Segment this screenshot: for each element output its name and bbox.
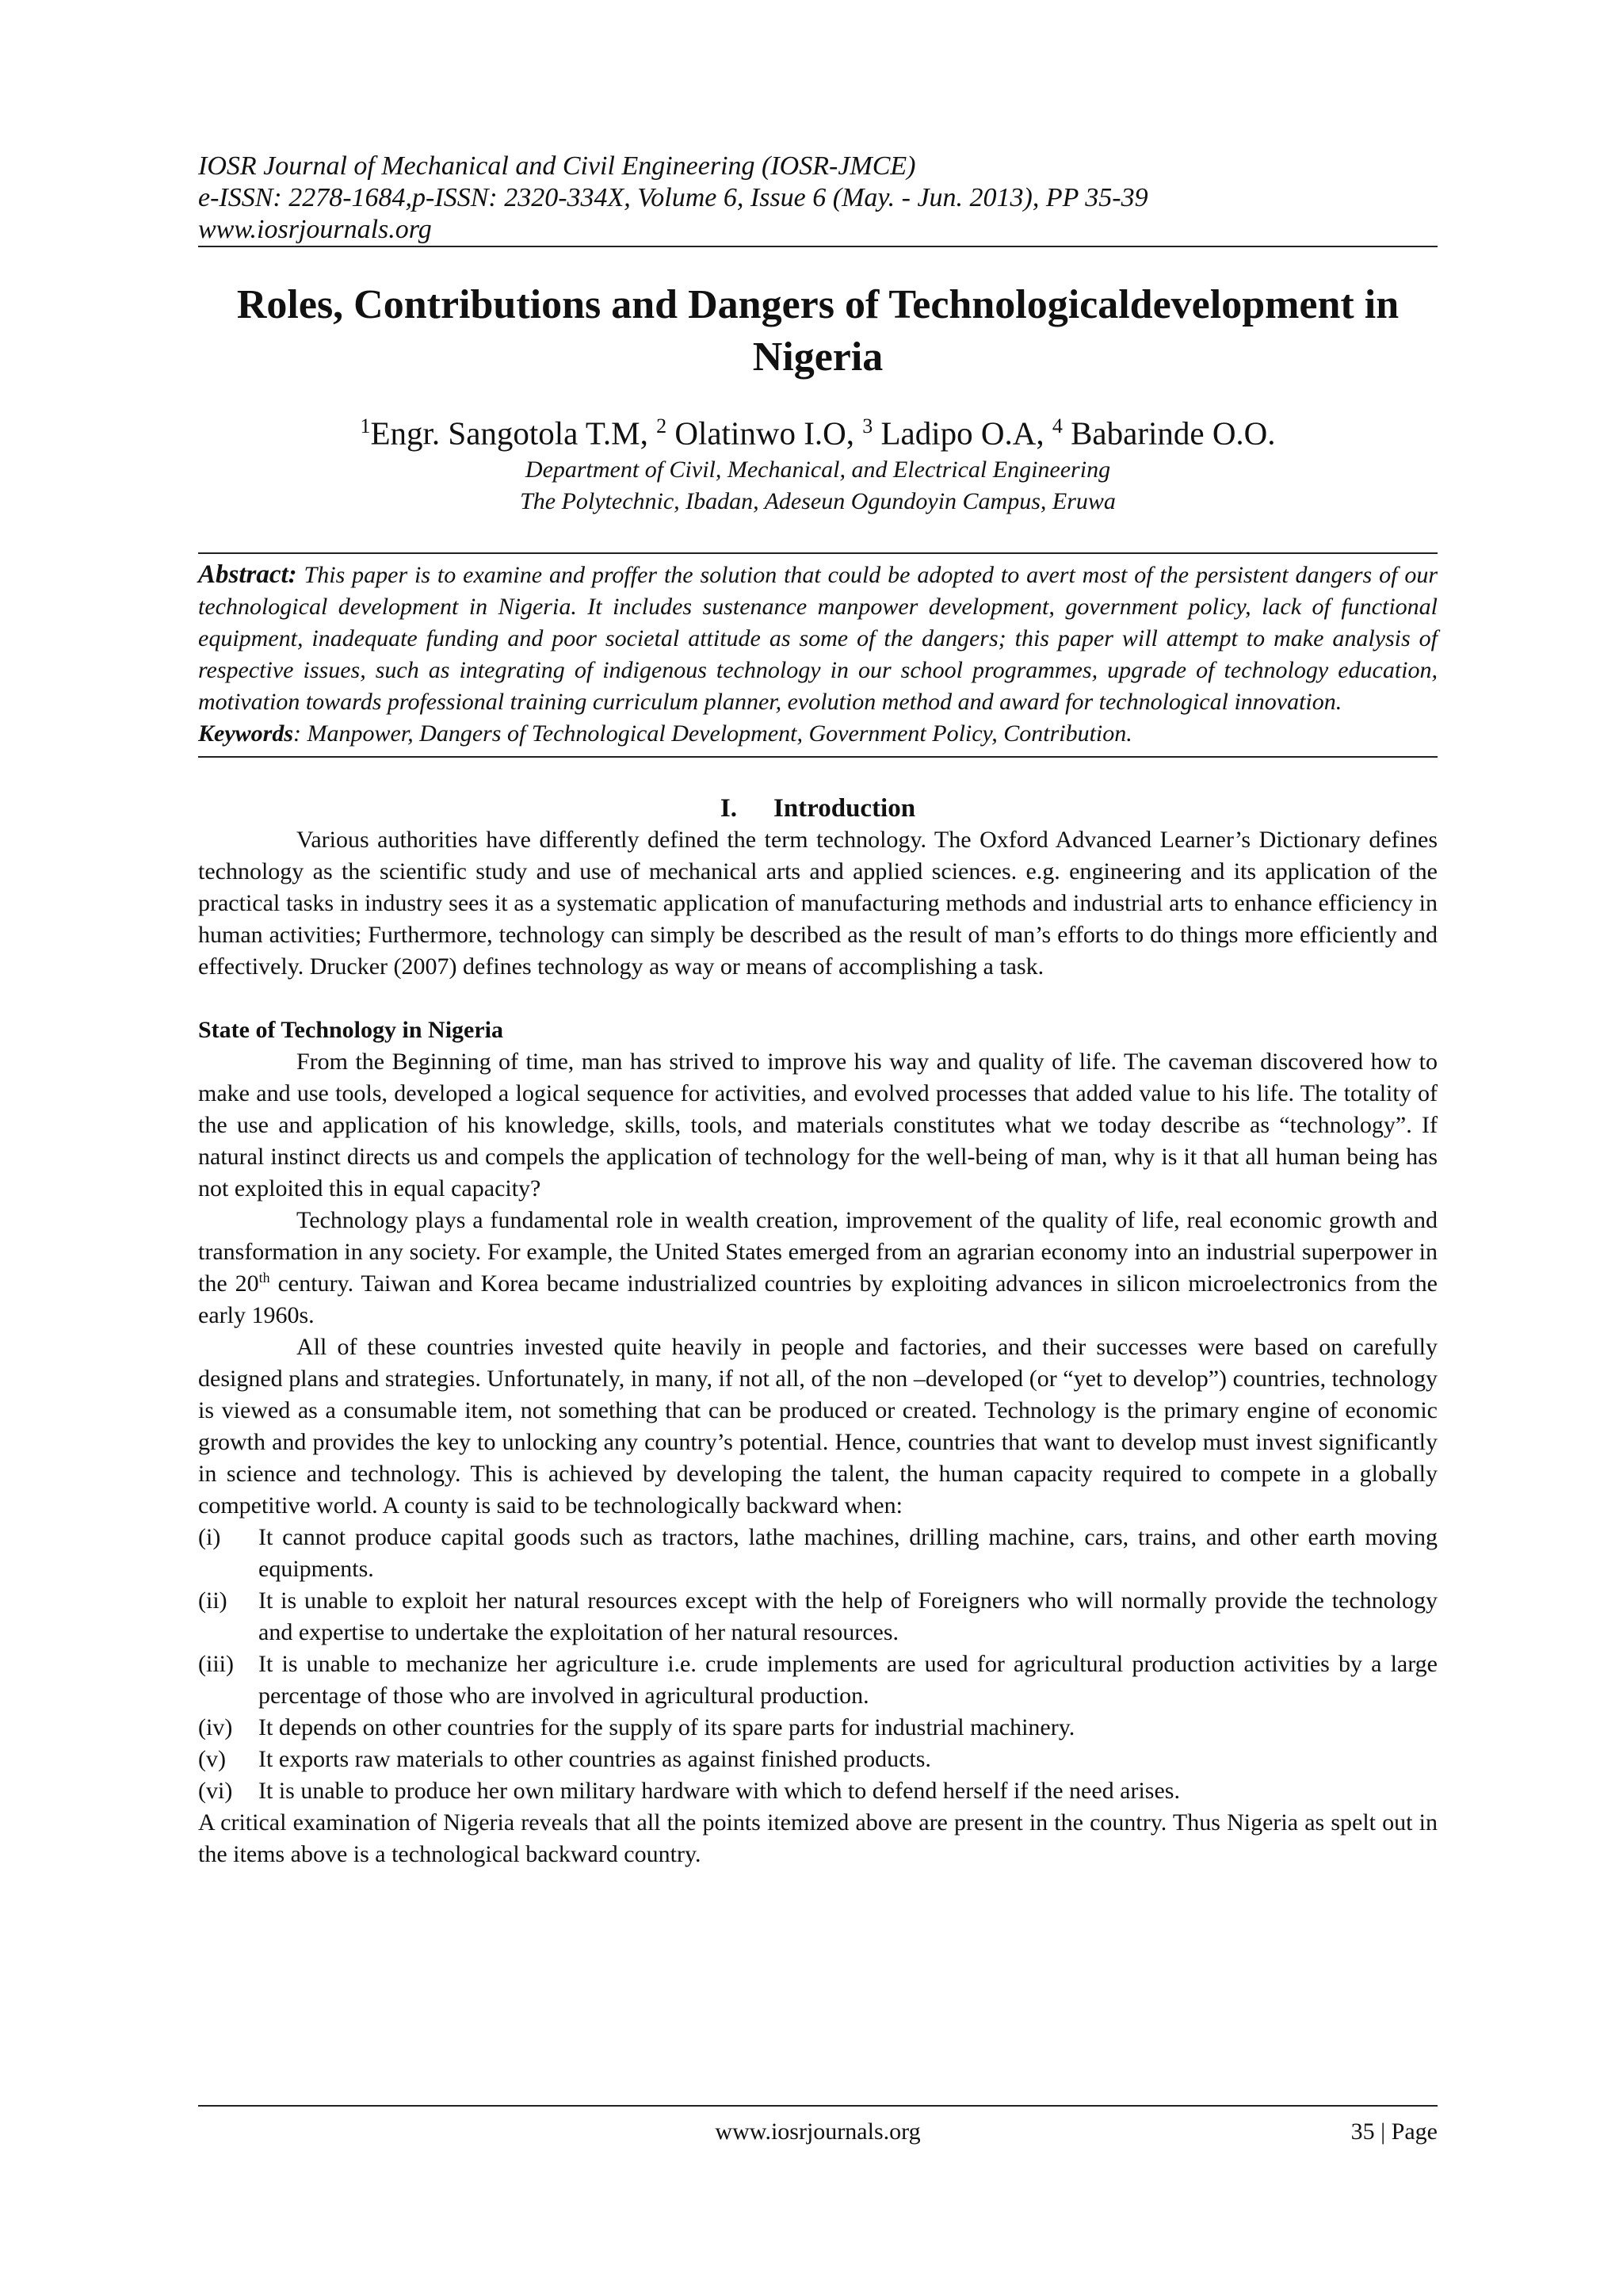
list-text: It is unable to exploit her natural resources except with the help of Foreigners who will normally provide the technology and expertise to undertake the exploitation of her natural resources. [258,1587,1438,1645]
list-item [198,1775,1438,1807]
author-name: Ladipo O.A, [873,415,1052,452]
journal-name: IOSR Journal of Mechanical and Civil Engineering (IOSR-JMCE) [198,151,916,181]
page-content [198,151,1438,1870]
list-number: (vi) [198,1777,233,1804]
journal-website: www.iosrjournals.org [198,215,432,244]
section-number: I. [720,793,737,823]
author-list [198,406,1438,454]
footer-website[interactable]: www.iosrjournals.org [715,2118,921,2145]
section-heading [198,793,1438,824]
footer-rule [198,2105,1438,2107]
list-text: It exports raw materials to other countries as against finished products. [258,1745,931,1772]
keywords-text: : Manpower, Dangers of Technological Development, Government Policy, Contribution. [293,720,1132,747]
author-number: 2 [656,415,667,437]
list-number: (i) [198,1523,221,1550]
list-number: (iii) [198,1650,234,1677]
page-number: 35 | Page [1350,2118,1438,2145]
abstract [198,559,1438,718]
paragraph: All of these countries invested quite heavily in people and factories, and their successes were based on carefully designed plans and strategies. Unfortunately, in many, if not all, of the non –developed (or “yet to develop”) countries, technology is viewed as a consumable item, not something that can be produced or created. Technology is the primary engine of economic growth and provides the key to unlocking any country’s potential. Hence, countries that want to develop must invest significantly in science and technology. This is achieved by developing the talent, the human capacity required to compete in a globally competitive world. A county is said to be technologically backward when: [198,1333,1438,1519]
superscript: th [258,1269,270,1286]
author-number: 4 [1052,415,1063,437]
list-item [198,1648,1438,1712]
abstract-text: This paper is to examine and proffer the solution that could be adopted to avert most of the persistent dangers of our technological development in Nigeria. It includes sustenance manpower development, government policy, lack of functional equipment, inadequate funding and poor societal attitude as some of the dangers; this paper will attempt to make analysis of respective issues, such as integrating of indigenous technology in our school programmes, upgrade of technology education, motivation towards professional training curriculum planner, evolution method and award for technological innovation. [198,561,1438,715]
paragraph [198,1205,1438,1331]
paper-title: Roles, Contributions and Dangers of Technologicaldevelopment in Nigeria [236,282,1400,380]
list-item [198,1744,1438,1775]
list-text: It is unable to mechanize her agriculture i.e. crude implements are used for agricultural production activities by a large percentage of those who are involved in agricultural production. [258,1650,1438,1709]
closing-paragraph: A critical examination of Nigeria reveals that all the points itemized above are present in the country. Thus Nigeria as spelt out in the items above is a technological backward country. [198,1809,1438,1867]
header-rule [198,246,1438,247]
paragraph: From the Beginning of time, man has strived to improve his way and quality of life. The caveman discovered how to make and use tools, developed a logical sequence for activities, and evolved processes that added value to his life. The totality of the use and application of his knowledge, skills, tools, and materials constitutes what we today describe as “technology”. If natural instinct directs us and compels the application of technology for the well-being of man, why is it that all human being has not exploited this in equal capacity? [198,1048,1438,1201]
abstract-label: Abstract: [198,560,297,589]
author-number: 3 [862,415,873,437]
author-number: 1 [360,415,371,437]
list-number: (v) [198,1745,226,1772]
abstract-bottom-rule [198,756,1438,758]
list-item [198,1585,1438,1648]
keywords-label: Keywords [198,720,293,747]
intro-paragraph: Various authorities have differently defined the term technology. The Oxford Advanced Learner’s Dictionary defines technology as the scientific study and use of mechanical arts and applied sciences. e.g. engineering and its application of the practical tasks in industry sees it as a systematic application of manufacturing methods and industrial arts to enhance efficiency in human activities; Furthermore, technology can simply be described as the result of man’s efforts to do things more efficiently and effectively. Drucker (2007) defines technology as way or means of accomplishing a task. [198,826,1438,980]
list-number: (ii) [198,1587,227,1614]
paragraph-text: century. Taiwan and Korea became industrialized countries by exploiting advances in silicon microelectronics from the early 1960s. [198,1270,1438,1328]
list-number: (iv) [198,1713,233,1740]
author-name: Olatinwo I.O, [666,415,863,452]
affiliation-department: Department of Civil, Mechanical, and Electrical Engineering [525,456,1111,483]
criteria-list [198,1522,1438,1807]
paragraph-text: Technology plays a fundamental role in wealth creation, improvement of the quality of life, real economic growth and transformation in any society. For example, the United States emerged from an agrarian economy into an industrial superpower in the 20 [198,1206,1438,1297]
page-footer [198,2105,1438,2149]
abstract-block [198,552,1438,758]
subsection-heading: State of Technology in Nigeria [198,1016,504,1043]
section-title: Introduction [773,793,916,823]
abstract-top-rule [198,552,1438,554]
affiliation-institution: The Polytechnic, Ibadan, Adeseun Ogundoyin Campus, Eruwa [520,487,1116,514]
list-item [198,1522,1438,1585]
list-text: It is unable to produce her own military hardware with which to defend herself if the need arises. [258,1777,1180,1804]
author-name: Babarinde O.O. [1062,415,1276,452]
list-item [198,1712,1438,1744]
author-name: Engr. Sangotola T.M, [370,415,657,452]
list-text: It cannot produce capital goods such as tractors, lathe machines, drilling machine, cars, trains, and other earth moving equipments. [258,1523,1438,1582]
list-text: It depends on other countries for the supply of its spare parts for industrial machinery. [258,1713,1075,1740]
journal-issn: e-ISSN: 2278-1684,p-ISSN: 2320-334X, Volume 6, Issue 6 (May. - Jun. 2013), PP 35-39 [198,183,1148,212]
footer-row [198,2115,1438,2149]
keywords [198,718,1438,750]
